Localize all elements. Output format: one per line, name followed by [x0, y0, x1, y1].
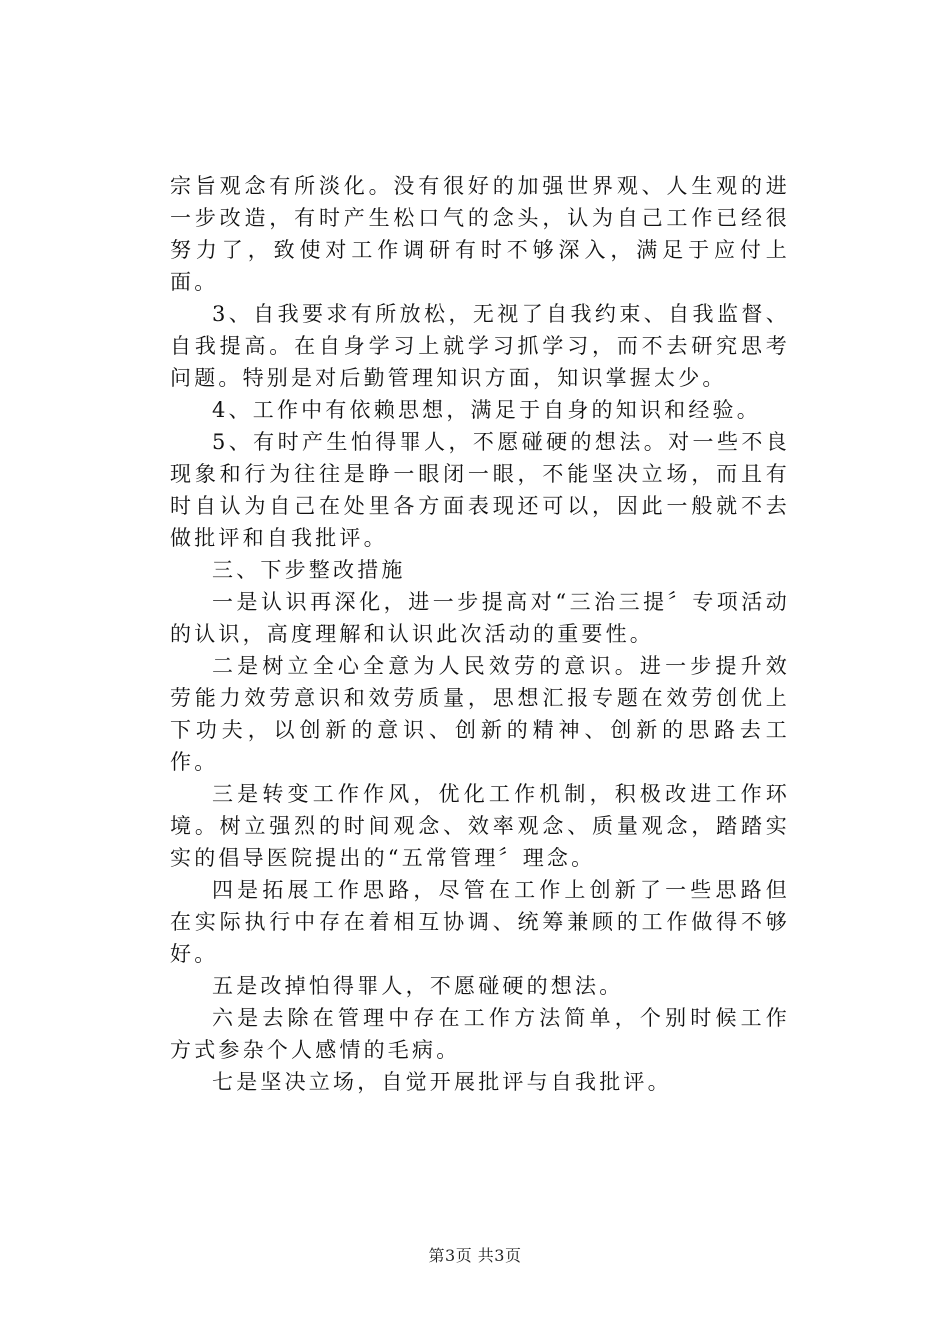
document-body: [170, 170, 790, 1098]
paragraph-3: 4、工作中有依赖思想，满足于自身的知识和经验。: [212, 398, 761, 422]
paragraph-4: 5、有时产生怕得罪人，不愿碰硬的想法。对一些不良现象和行为往往是睁一眼闭一眼，不能坚决立场，而且有时自认为自己在处里各方面表现还可以，因此一般就不去做批评和自我批评。: [170, 430, 790, 550]
paragraph-7: 二是树立全心全意为人民效劳的意识。进一步提升效劳能力效劳意识和效劳质量，思想汇报专题在效劳创优上下功夫，以创新的意识、创新的精神、创新的思路去工作。: [170, 654, 790, 774]
paragraph-2: 3、自我要求有所放松，无视了自我约束、自我监督、自我提高。在自身学习上就学习抓学习，而不去研究思考问题。特别是对后勤管理知识方面，知识掌握太少。: [170, 302, 790, 390]
paragraph-8: 三是转变工作作风，优化工作机制，积极改进工作环境。树立强烈的时间观念、效率观念、质量观念，踏踏实实的倡导医院提出的“五常管理〞理念。: [170, 782, 790, 870]
paragraph-10: 五是改掉怕得罪人，不愿碰硬的想法。: [212, 974, 624, 998]
section-heading: 三、下步整改措施: [212, 558, 406, 582]
paragraph-11: 六是去除在管理中存在工作方法简单，个别时候工作方式参杂个人感情的毛病。: [170, 1006, 790, 1062]
paragraph-9: 四是拓展工作思路，尽管在工作上创新了一些思路但在实际执行中存在着相互协调、统筹兼顾的工作做得不够好。: [170, 878, 790, 966]
page-number: 第3页 共3页: [428, 1246, 522, 1265]
paragraph-6: 一是认识再深化，进一步提高对“三治三提〞专项活动的认识，高度理解和认识此次活动的重要性。: [170, 590, 790, 646]
paragraph-1: 宗旨观念有所淡化。没有很好的加强世界观、人生观的进一步改造，有时产生松口气的念头，认为自己工作已经很努力了，致使对工作调研有时不够深入，满足于应付上面。: [170, 174, 790, 294]
page-footer: [0, 1243, 950, 1266]
paragraph-12: 七是坚决立场，自觉开展批评与自我批评。: [212, 1070, 672, 1094]
